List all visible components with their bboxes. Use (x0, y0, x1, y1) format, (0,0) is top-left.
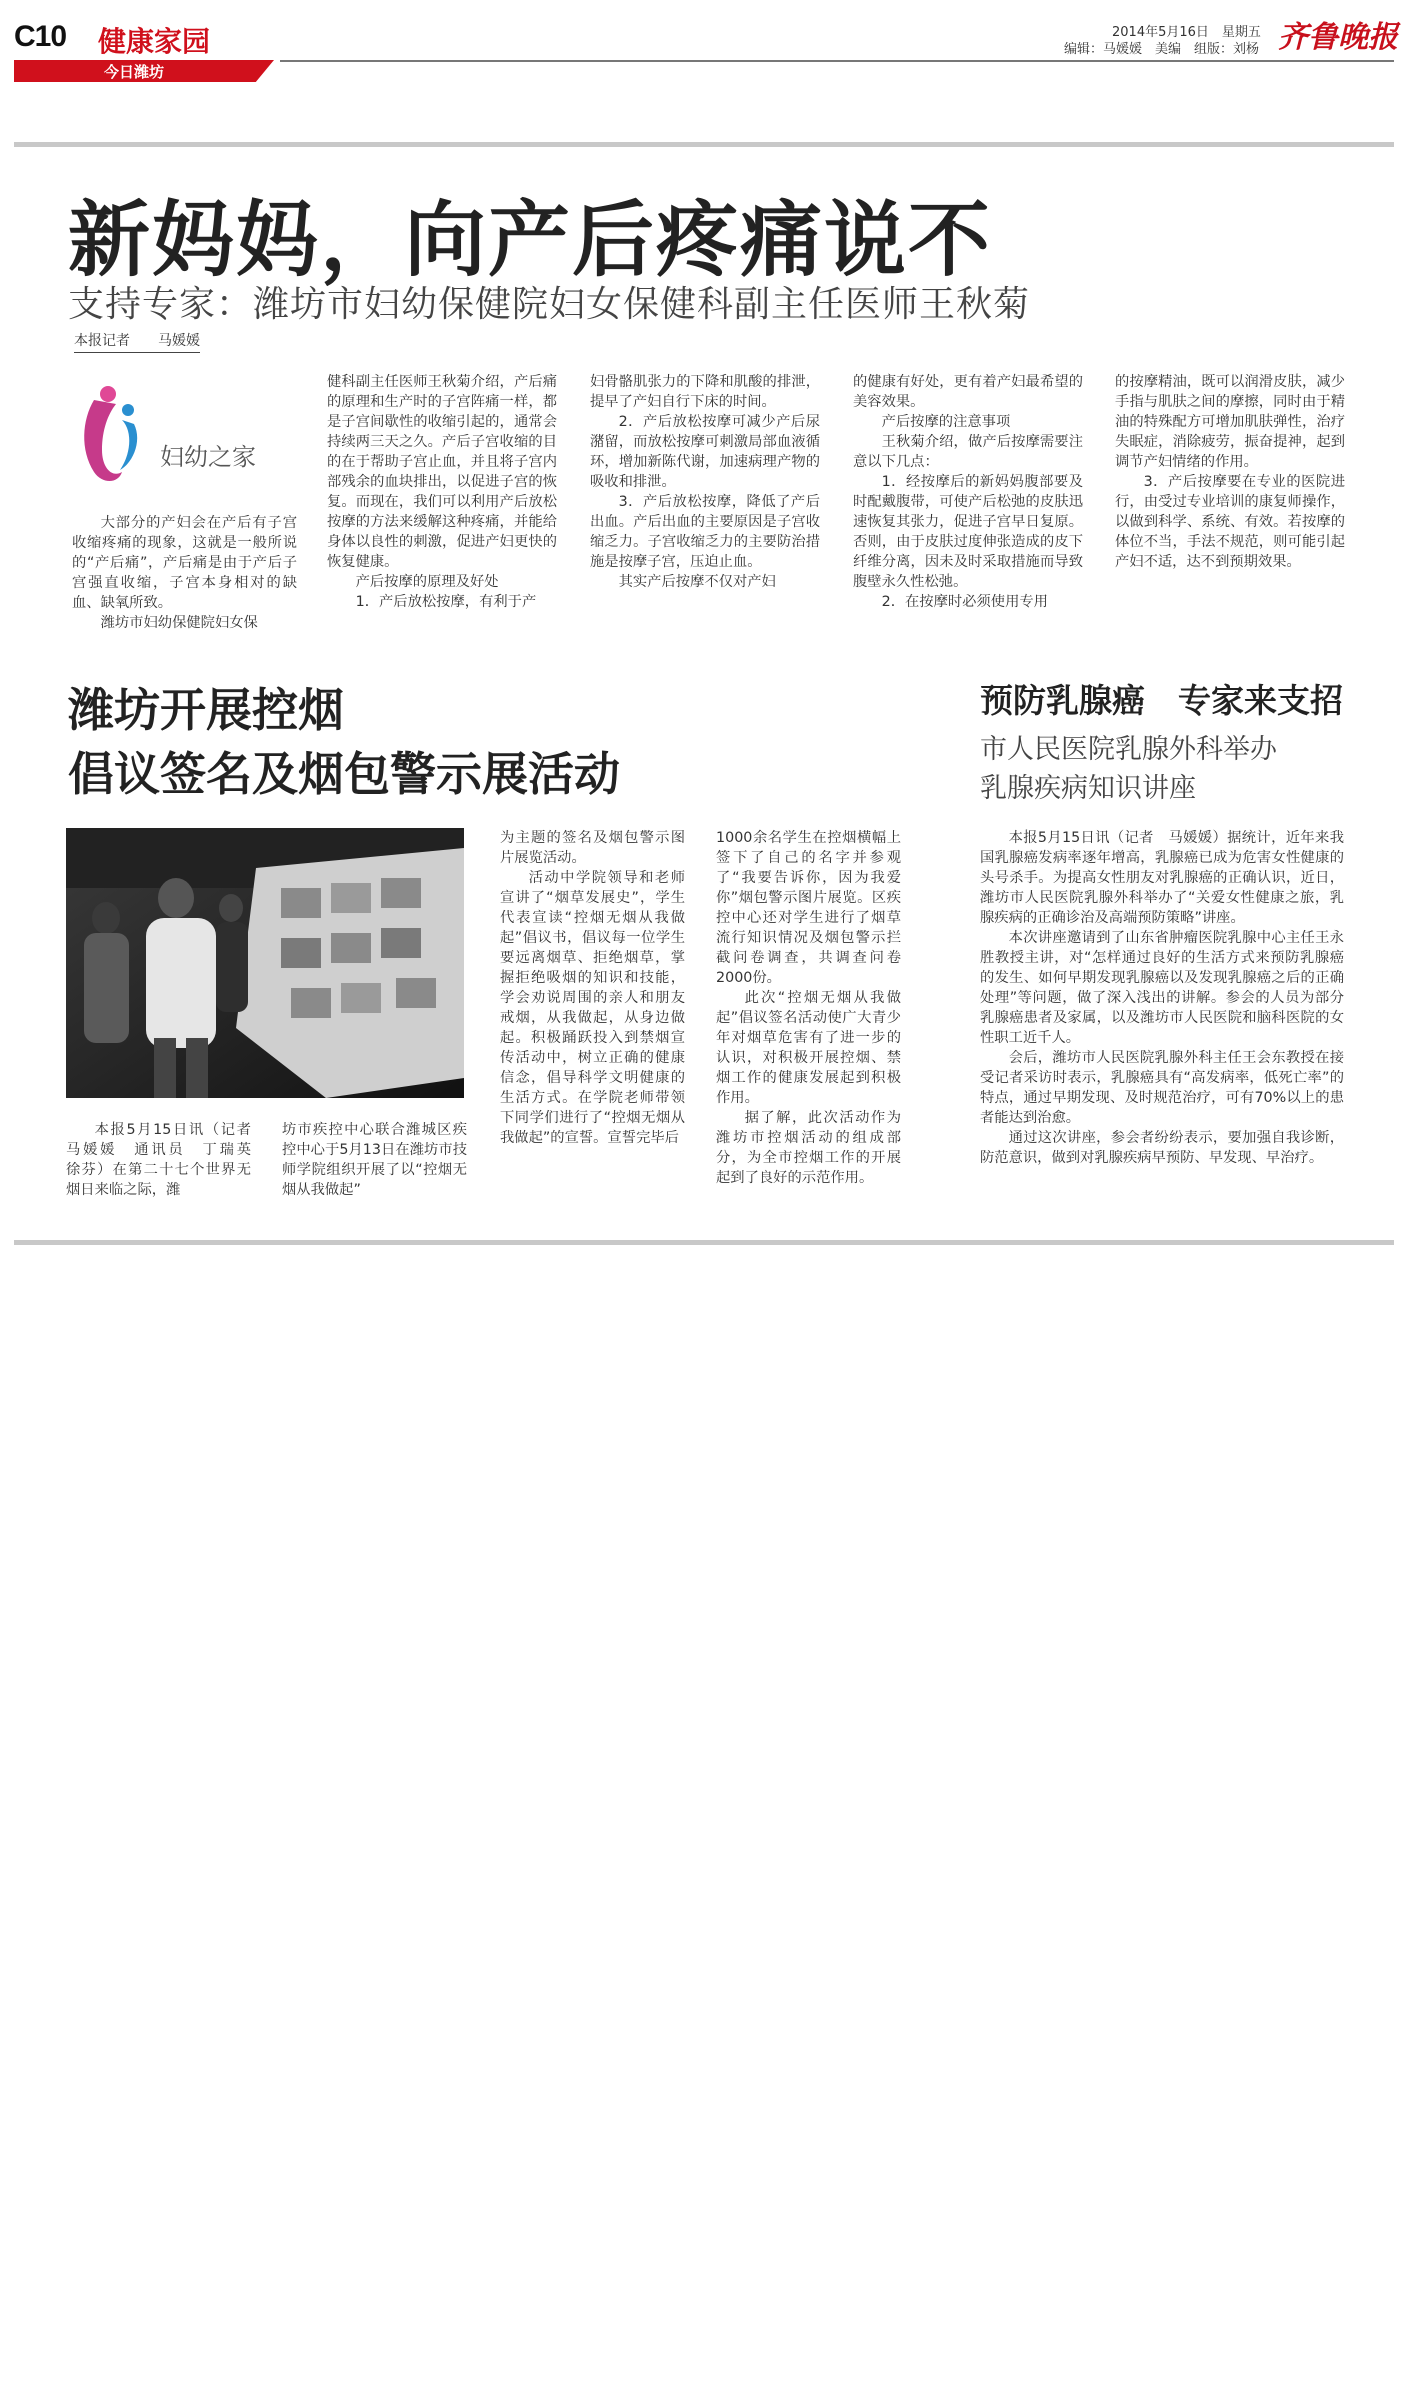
article1-column-1 (72, 513, 297, 633)
paragraph: 2．产后放松按摩可减少产后尿潴留，而放松按摩可刺激局部血液循环，增加新陈代谢，加速病理产物的吸收和排泄。 (590, 414, 820, 490)
paragraph: 1000余名学生在控烟横幅上签下了自己的名字并参观了“我要告诉你，因为我爱你”烟包警示图片展览。区疾控中心还对学生进行了烟草流行知识情况及烟包警示拦截问卷调查，共调查问卷2000份。 (716, 830, 901, 986)
fuyou-logo-icon (72, 380, 302, 490)
article3-title: 预防乳腺癌 专家来支招 (980, 681, 1343, 720)
section-title: 健康家园 (98, 25, 211, 58)
article1-byline: 本报记者 马媛媛 (74, 330, 200, 353)
article2-title-line1: 潍坊开展控烟 (68, 683, 344, 737)
paragraph: 坊市疾控中心联合潍城区疾控中心于5月13日在潍坊市技师学院组织开展了以“控烟无烟从我做起” (282, 1122, 467, 1198)
article1-subtitle: 支持专家：潍坊市妇幼保健院妇女保健科副主任医师王秋菊 (68, 284, 1031, 325)
paragraph: 妇骨骼肌张力的下降和肌酸的排泄，提早了产妇自行下床的时间。 (590, 374, 820, 410)
paragraph: 1．产后放松按摩，有利于产 (355, 594, 537, 610)
paragraph: 1．经按摩后的新妈妈腹部要及时配戴腹带，可使产后松弛的皮肤迅速恢复其张力，促进子宫早日复原。否则，由于皮肤过度伸张造成的皮下纤维分离，因未及时采取措施而导致腹壁永久性松弛。 (853, 474, 1083, 590)
paragraph: 为主题的签名及烟包警示图片展览活动。 (500, 830, 685, 866)
article3-subtitle-line1: 市人民医院乳腺外科举办 (980, 734, 1277, 765)
paragraph: 的健康有好处，更有着产妇最希望的美容效果。 (853, 374, 1083, 410)
article2-column-3 (500, 828, 685, 1148)
paragraph: 的按摩精油，既可以润滑皮肤，减少手指与肌肤之间的摩擦，同时由于精油的特殊配方可增加肌肤弹性，治疗失眠症，消除疲劳，振奋提神，起到调节产妇情绪的作用。 (1115, 374, 1345, 470)
paragraph: 会后，潍坊市人民医院乳腺外科主任王会东教授在接受记者采访时表示，乳腺癌具有“高发病率，低死亡率”的特点，通过早期发现、及时规范治疗，可有70%以上的患者能达到治愈。 (980, 1050, 1344, 1126)
article2-title (68, 678, 620, 806)
paragraph: 其实产后按摩不仅对产妇 (618, 574, 776, 590)
paragraph: 此次“控烟无烟从我做起”倡议签名活动使广大青少年对烟草危害有了进一步的认识，对积极开展控烟、禁烟工作的健康发展起到积极作用。 (716, 990, 901, 1106)
paragraph: 本报5月15日讯（记者 马媛媛）据统计，近年来我国乳腺癌发病率逐年增高，乳腺癌已成为危害女性健康的头号杀手。为提高女性朋友对乳腺癌的正确认识，近日，潍坊市人民医院乳腺外科举办了“关爱女性健康之旅，乳腺疾病的正确诊治及高端预防策略”讲座。 (980, 830, 1344, 926)
subheading: 产后按摩的原理及好处 (355, 574, 499, 590)
paragraph: 王秋菊介绍，做产后按摩需要注意以下几点： (853, 434, 1083, 470)
article2-column-4 (716, 828, 901, 1188)
page-number: C10 (14, 20, 67, 53)
issue-date: 2014年5月16日 星期五 (1112, 25, 1261, 40)
paragraph: 3．产后放松按摩，降低了产后出血。产后出血的主要原因是子宫收缩乏力。子宫收缩乏力的主要防治措施是按摩子宫，压迫止血。 (590, 494, 820, 570)
article2-title-line2: 倡议签名及烟包警示展活动 (68, 747, 620, 801)
subheading: 产后按摩的注意事项 (881, 414, 1011, 430)
article1-column-2 (327, 372, 557, 612)
bottom-rule (14, 1240, 1394, 1245)
sub-section-tab: 今日潍坊 (104, 63, 165, 81)
logo-label: 妇幼之家 (160, 443, 256, 471)
article1-column-3 (590, 372, 820, 592)
editor-credits: 编辑：马媛媛 美编 组版：刘杨 (1064, 42, 1260, 57)
paragraph: 2．在按摩时必须使用专用 (881, 594, 1048, 610)
paragraph: 本次讲座邀请到了山东省肿瘤医院乳腺中心主任王永胜教授主讲，对“怎样通过良好的生活方式来预防乳腺癌的发生、如何早期发现乳腺癌以及发现乳腺癌之后的正确处理”等问题，做了深入浅出的讲解。参会的人员为部分乳腺癌患者及家属，以及潍坊市人民医院和脑科医院的女性职工近千人。 (980, 930, 1344, 1046)
paragraph: 通过这次讲座，参会者纷纷表示，要加强自我诊断，防范意识，做到对乳腺疾病早预防、早发现、早治疗。 (980, 1130, 1344, 1166)
article3-body (980, 828, 1344, 1168)
paragraph: 活动中学院领导和老师宣讲了“烟草发展史”，学生代表宣读“控烟无烟从我做起”倡议书，倡议每一位学生要远离烟草、拒绝烟草，掌握拒绝吸烟的知识和技能，学会劝说周围的亲人和朋友戒烟，从我做起，从身边做起。积极踊跃投入到禁烟宣传活动中，树立正确的健康信念，倡导科学文明健康的生活方式。在学院老师带领下同学们进行了“控烟无烟从我做起”的宣誓。宣誓完毕后 (500, 870, 685, 1146)
article3-subtitle-line2: 乳腺疾病知识讲座 (980, 773, 1196, 804)
article2-column-1 (66, 1120, 266, 1200)
paragraph: 据了解，此次活动作为潍坊市控烟活动的组成部分，为全市控烟工作的开展起到了良好的示范作用。 (716, 1110, 901, 1186)
paragraph: 健科副主任医师王秋菊介绍，产后痛的原理和生产时的子宫阵痛一样，都是子宫间歇性的收缩引起的，通常会持续两三天之久。产后子宫收缩的目的在于帮助子宫止血，并且将子宫内部残余的血块排出，以促进子宫的恢复。而现在，我们可以利用产后放松按摩的方法来缓解这种疼痛，并能给身体以良性的刺激，促进产妇更快的恢复健康。 (327, 374, 557, 570)
article1-title: 新妈妈，向产后疼痛说不 (68, 193, 993, 288)
exhibition-photo (66, 828, 464, 1098)
paragraph: 3．产后按摩要在专业的医院进行，由受过专业培训的康复师操作，以做到科学、系统、有效。若按摩的体位不当，手法不规范，则可能引起产妇不适，达不到预期效果。 (1115, 474, 1345, 570)
paragraph: 潍坊市妇幼保健院妇女保 (100, 615, 258, 631)
article1-column-5 (1115, 372, 1345, 572)
article2-column-2 (282, 1120, 467, 1200)
paragraph: 本报5月15日讯（记者 马媛媛 通讯员 丁瑞英 徐芬）在第二十七个世界无烟日来临之际，潍 (66, 1122, 266, 1198)
top-rule (14, 142, 1394, 147)
article1-column-4 (853, 372, 1083, 612)
paragraph: 大部分的产妇会在产后有子宫收缩疼痛的现象，这就是一般所说的“产后痛”，产后痛是由于产后子宫强直收缩，子宫本身相对的缺血、缺氧所致。 (72, 515, 297, 611)
header-divider (280, 60, 1394, 62)
newspaper-masthead: 齐鲁晚报 (1278, 20, 1398, 55)
